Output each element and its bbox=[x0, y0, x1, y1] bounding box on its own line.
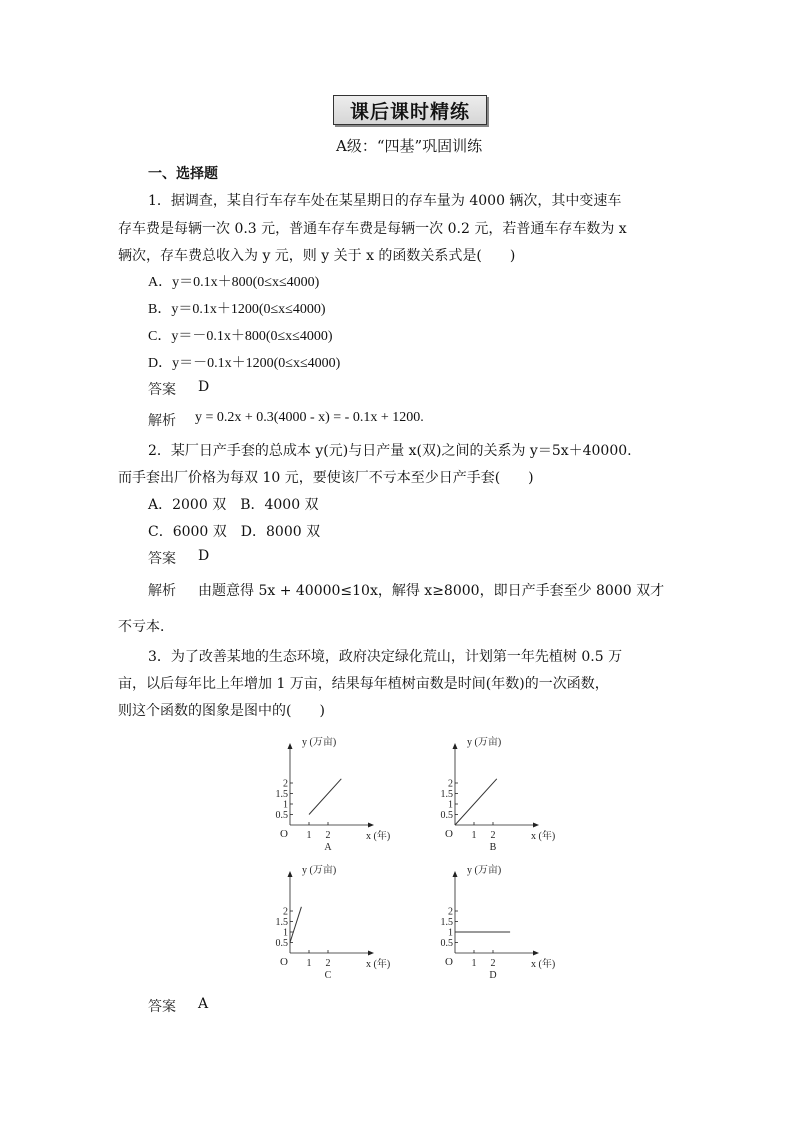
graph-d-y-tick-label: 1 bbox=[448, 927, 453, 939]
q2-options-row-1: A．2000 双 B．4000 双 bbox=[148, 497, 319, 513]
graph-d-x-arrow-icon bbox=[533, 951, 539, 956]
q2-analysis-line-1: 由题意得 5x + 40000≤10x，解得 x≥8000，即日产手套至少 8000 双才 bbox=[198, 583, 665, 599]
graph-a-x-tick-label: 2 bbox=[325, 830, 331, 841]
graph-c-y-label: y (万亩) bbox=[302, 865, 337, 876]
graph-d-y-tick-label: 1.5 bbox=[440, 917, 453, 928]
graph-b-y-tick-label: 0.5 bbox=[440, 810, 453, 821]
q1-option-b: B．y＝0.1x＋1200(0≤x≤4000) bbox=[148, 302, 326, 317]
q3-answer-label: 答案 bbox=[148, 999, 176, 1015]
graph-b-y-tick-label: 2 bbox=[448, 778, 453, 790]
graph-a-x-arrow-icon bbox=[368, 823, 374, 828]
graph-b-origin-label: O bbox=[445, 828, 453, 840]
graph-c-function-line bbox=[290, 907, 301, 943]
graph-d-x-tick-label: 1 bbox=[471, 958, 477, 969]
graph-d-y-tick-label: 2 bbox=[448, 906, 453, 918]
graph-a-y-tick-label: 1 bbox=[283, 799, 288, 811]
graph-c-x-label: x (年) bbox=[366, 959, 391, 970]
graph-c-x-arrow-icon bbox=[368, 951, 374, 956]
graph-a-y-tick-label: 2 bbox=[283, 778, 288, 790]
q1-line-3: 辆次，存车费总收入为 y 元，则 y 关于 x 的函数关系式是( ) bbox=[118, 248, 516, 264]
graph-a-y-tick-label: 0.5 bbox=[275, 810, 288, 821]
graph-c-y-tick-label: 2 bbox=[283, 906, 288, 918]
q2-answer-label: 答案 bbox=[148, 551, 176, 567]
graph-a-panel-label: A bbox=[324, 842, 332, 853]
graph-b-x-label: x (年) bbox=[531, 831, 556, 842]
level-subtitle: A级：“四基”巩固训练 bbox=[336, 137, 483, 155]
graph-d-y-arrow-icon bbox=[453, 871, 458, 877]
graph-b-x-arrow-icon bbox=[533, 823, 539, 828]
q3-line-3: 则这个函数的图象是图中的( ) bbox=[118, 703, 325, 719]
graph-b-y-arrow-icon bbox=[453, 743, 458, 749]
graph-b-x-tick-label: 1 bbox=[471, 830, 477, 841]
section-heading: 一、选择题 bbox=[148, 166, 218, 182]
graph-a-y-arrow-icon bbox=[288, 743, 293, 749]
graph-b-y-tick-label: 1 bbox=[448, 799, 453, 811]
q1-answer: D bbox=[198, 379, 210, 395]
graph-b-panel-label: B bbox=[489, 842, 497, 853]
q3-answer: A bbox=[198, 996, 209, 1012]
graph-a-y-tick-label: 1.5 bbox=[275, 789, 288, 800]
q2-options-row-2: C．6000 双 D．8000 双 bbox=[148, 524, 321, 540]
graph-a-function-line bbox=[309, 779, 341, 815]
graph-a-y-label: y (万亩) bbox=[302, 737, 337, 748]
graph-d-origin-label: O bbox=[445, 956, 453, 968]
q3-line-1: 3．为了改善某地的生态环境，政府决定绿化荒山，计划第一年先植树 0.5 万 bbox=[148, 649, 623, 665]
graph-d-x-label: x (年) bbox=[531, 959, 556, 970]
graph-a-origin-label: O bbox=[280, 828, 288, 840]
page-title: 课后课时精练 bbox=[333, 95, 487, 125]
q1-answer-label: 答案 bbox=[148, 382, 176, 398]
graph-d-y-tick-label: 0.5 bbox=[440, 938, 453, 949]
graph-d-x-tick-label: 2 bbox=[490, 958, 496, 969]
q1-analysis: y = 0.2x + 0.3(4000 - x) = - 0.1x + 1200. bbox=[195, 410, 424, 425]
graph-a-x-tick-label: 1 bbox=[306, 830, 312, 841]
graph-c-x-tick-label: 1 bbox=[306, 958, 312, 969]
q2-answer: D bbox=[198, 548, 210, 564]
q2-analysis-line-2: 不亏本． bbox=[118, 619, 174, 635]
q1-analysis-label: 解析 bbox=[148, 413, 176, 429]
q1-option-c: C．y＝－0.1x＋800(0≤x≤4000) bbox=[148, 329, 333, 344]
graph-a-x-label: x (年) bbox=[366, 831, 391, 842]
graph-c-y-tick-label: 1.5 bbox=[275, 917, 288, 928]
graph-c-y-arrow-icon bbox=[288, 871, 293, 877]
graph-b-y-label: y (万亩) bbox=[467, 737, 502, 748]
graph-c-y-tick-label: 1 bbox=[283, 927, 288, 939]
graph-c-origin-label: O bbox=[280, 956, 288, 968]
q2-analysis-label: 解析 bbox=[148, 583, 176, 599]
graph-b-function-line bbox=[455, 779, 497, 825]
q1-line-2: 存车费是每辆一次 0.3 元，普通车存车费是每辆一次 0.2 元，若普通车存车数为 x bbox=[118, 221, 627, 237]
graph-c-x-tick-label: 2 bbox=[325, 958, 331, 969]
q3-line-2: 亩，以后每年比上年增加 1 万亩，结果每年植树亩数是时间(年数)的一次函数， bbox=[118, 676, 609, 692]
graph-d-panel-label: D bbox=[489, 970, 497, 981]
q2-line-2: 而手套出厂价格为每双 10 元，要使该厂不亏本至少日产手套( ) bbox=[118, 470, 534, 486]
q1-option-a: A．y＝0.1x＋800(0≤x≤4000) bbox=[148, 275, 320, 290]
graph-c-panel-label: C bbox=[324, 970, 332, 981]
q3-graph-figure bbox=[262, 730, 562, 985]
q2-line-1: 2．某厂日产手套的总成本 y(元)与日产量 x(双)之间的关系为 y＝5x＋40000. bbox=[148, 443, 632, 459]
graph-b-y-tick-label: 1.5 bbox=[440, 789, 453, 800]
graph-c-y-tick-label: 0.5 bbox=[275, 938, 288, 949]
q1-line-1: 1．据调查，某自行车存车处在某星期日的存车量为 4000 辆次，其中变速车 bbox=[148, 193, 622, 209]
graph-d-y-label: y (万亩) bbox=[467, 865, 502, 876]
q1-option-d: D．y＝－0.1x＋1200(0≤x≤4000) bbox=[148, 356, 341, 371]
graph-b-x-tick-label: 2 bbox=[490, 830, 496, 841]
